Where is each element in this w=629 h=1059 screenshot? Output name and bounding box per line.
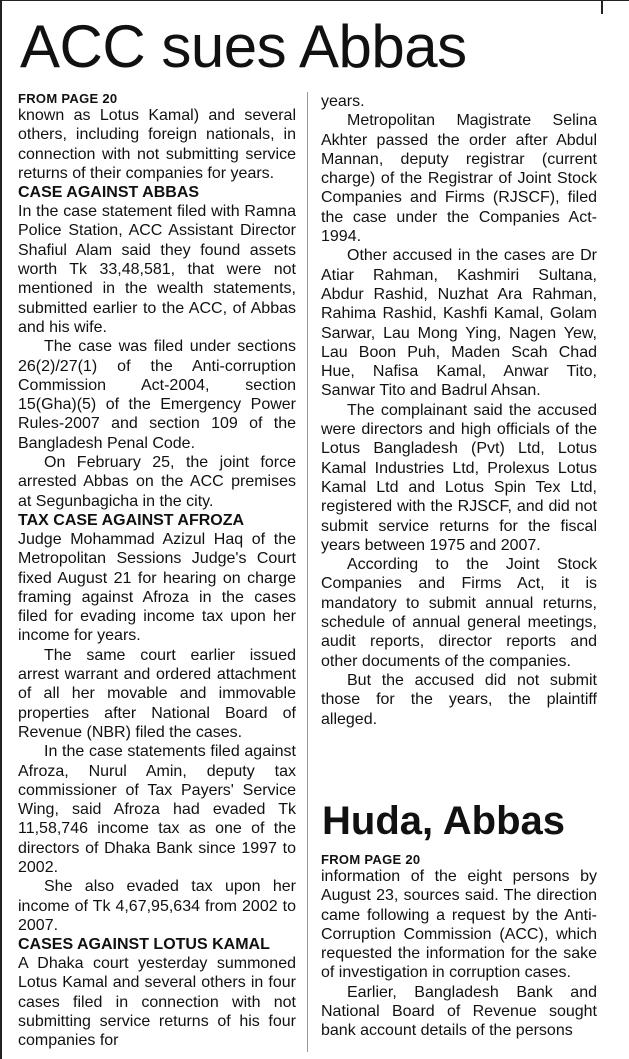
body-paragraph: She also evaded tax upon her income of Tk 4,67,95,634 from 2002 to 2007. bbox=[18, 878, 296, 934]
body-paragraph: In the case statements filed against Afroza, Nurul Amin, deputy tax commissioner of Tax Payers' Service Wing, said Afroza had evaded Tk 11,58,746 income tax as one of the directors of Dhaka Bank since 1997 to 2002. bbox=[18, 743, 296, 876]
body-paragraph: known as Lotus Kamal) and several others, including foreign nationals, in connection with not submitting service returns of their companies for years. bbox=[18, 107, 296, 182]
body-paragraph: Judge Mohammad Azizul Haq of the Metropolitan Sessions Judge's Court fixed August 21 for hearing on charge framing against Afroza in the cases filed for evading income tax upon her income for years. bbox=[18, 530, 296, 645]
second-from-page-label: FROM PAGE 20 bbox=[321, 852, 421, 867]
body-paragraph: The case was filed under sections 26(2)/27(1) of the Anti-corruption Commission Act-2004, section 15(Gha)(5) of the Emergency Power Rules-2007 and section 109 of the Bangladesh Penal Code. bbox=[18, 338, 296, 452]
section-subheading: CASE AGAINST ABBAS bbox=[18, 184, 200, 202]
second-article-column bbox=[321, 853, 597, 1041]
from-page-label: FROM PAGE 20 bbox=[18, 91, 118, 106]
body-paragraph: A Dhaka court yesterday summoned Lotus Kamal and several others in four cases filed in connection with not submitting service returns of his four companies for bbox=[18, 955, 296, 1050]
body-paragraph: In the case statement filed with Ramna Police Station, ACC Assistant Director Shafiul Alam said they found assets worth Tk 33,48,581, that were not mentioned in the wealth statements, submitted earlier to the ACC, of Abbas and his wife. bbox=[18, 203, 296, 336]
body-paragraph: The complainant said the accused were directors and high officials of the Lotus Bangladesh (Pvt) Ltd, Lotus Kamal Industries Ltd, Prolexus Lotus Kamal Ltd and Lotus Spin Tex Ltd, registered with the RJSCF, and did not submit service returns for the fiscal years between 1975 and 2007. bbox=[321, 401, 597, 554]
second-article-headline: Huda, Abbas bbox=[322, 799, 565, 843]
right-border-rule bbox=[601, 0, 603, 14]
column-divider-rule bbox=[307, 92, 308, 1052]
left-border-rule bbox=[0, 0, 2, 1059]
body-paragraph: But the accused did not submit those for the years, the plaintiff alleged. bbox=[321, 671, 597, 728]
body-paragraph: According to the Joint Stock Companies and Firms Act, it is mandatory to submit annual returns, schedule of annual general meetings, audit reports, director reports and other documents of the companies. bbox=[321, 556, 597, 670]
body-paragraph: On February 25, the joint force arrested Abbas on the ACC premises at Segunbagicha in the city. bbox=[18, 454, 296, 510]
article-right-column bbox=[321, 92, 597, 729]
article-left-column bbox=[18, 92, 296, 1051]
top-border-rule bbox=[0, 0, 629, 1]
section-subheading: TAX CASE AGAINST AFROZA bbox=[18, 511, 245, 529]
article-headline: ACC sues Abbas bbox=[20, 13, 467, 80]
body-paragraph: Other accused in the cases are Dr Atiar Rahman, Kashmiri Sultana, Abdur Rashid, Nuzhat Ara Rahman, Rahima Rashid, Kashfi Kamal, Golam Sarwar, Lau Mong Ying, Nagen Yew, Lau Boon Puh, Maden Scah Chad Hue, Nafisa Kamal, Anwar Tito, Sanwar Tito and Badrul Ahsan. bbox=[321, 247, 597, 400]
body-paragraph: years. bbox=[321, 93, 365, 110]
body-paragraph: information of the eight persons by August 23, sources said. The direction came following a request by the Anti-Corruption Commission (ACC), which requested the information for the sake of investigation in corruption cases. bbox=[321, 868, 597, 982]
section-subheading: CASES AGAINST LOTUS KAMAL bbox=[18, 936, 270, 954]
body-paragraph: Metropolitan Magistrate Selina Akhter passed the order after Abdul Mannan, deputy registrar (current charge) of the Registrar of Joint Stock Companies and Firms (RJSCF), filed the case under the Companies Act-1994. bbox=[321, 112, 597, 246]
body-paragraph: Earlier, Bangladesh Bank and National Board of Revenue sought bank account details of the persons bbox=[321, 983, 597, 1040]
body-paragraph: The same court earlier issued arrest warrant and ordered attachment of all her movable and immovable properties after National Board of Revenue (NBR) filed the cases. bbox=[18, 646, 296, 741]
